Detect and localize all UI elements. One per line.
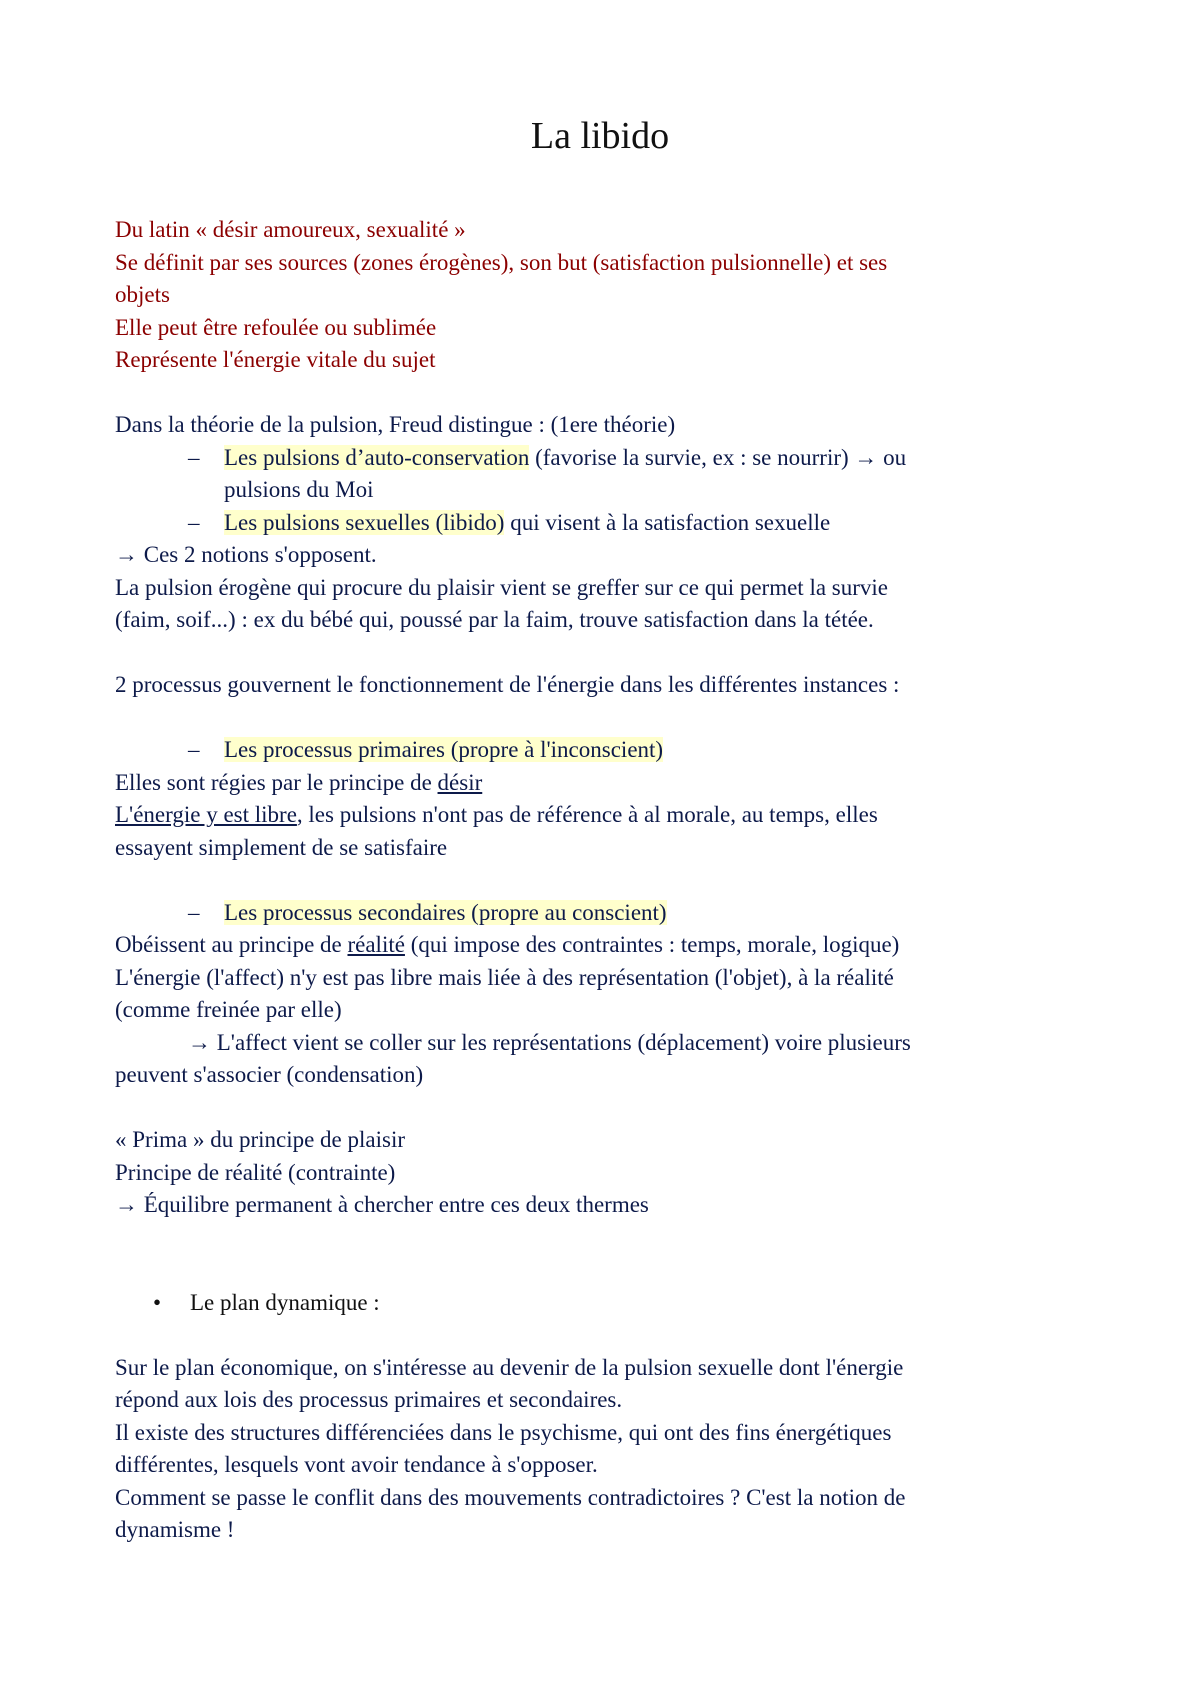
underlined-text: désir (437, 769, 483, 795)
intro-line: Elle peut être refoulée ou sublimée (115, 314, 437, 340)
processes-intro: 2 processus gouvernent le fonctionnement de l'énergie dans les différentes instances : (115, 672, 900, 697)
spacer (115, 1092, 1105, 1125)
summary-line: « Prima » du principe de plaisir (115, 1127, 405, 1152)
highlighted-text: Les pulsions d’auto-conservation (224, 444, 530, 470)
dynamic-line: Il existe des structures différenciées dans le psychisme, qui ont des fins énergétiques (115, 1419, 892, 1445)
secondary-line (115, 929, 1105, 962)
underlined-text: réalité (347, 932, 405, 957)
list-item (115, 897, 1105, 930)
dash-marker: – (188, 509, 200, 535)
dynamic-line: Sur le plan économique, on s'intéresse au devenir de la pulsion sexuelle dont l'énergie (115, 1354, 904, 1380)
bullet-heading-text: Le plan dynamique : (190, 1289, 380, 1315)
secondary-line: peuvent s'associer (condensation) (115, 1062, 424, 1087)
highlighted-text: Les processus secondaires (propre au conscient) (224, 899, 667, 925)
dynamic-line: différentes, lesquels vont avoir tendance à s'opposer. (115, 1452, 598, 1477)
intro-line: Du latin « désir amoureux, sexualité » (115, 217, 466, 242)
dash-marker: – (188, 444, 200, 470)
dash-marker: – (188, 899, 200, 925)
theory-paragraph-line: (faim, soif...) : ex du bébé qui, poussé par la faim, trouve satisfaction dans la tétée. (115, 607, 874, 632)
underlined-text: L'énergie y est libre (115, 802, 297, 827)
bullet-icon: • (153, 1289, 162, 1315)
list-item (115, 734, 1105, 767)
bullet-heading (115, 1287, 1105, 1320)
list-item (115, 507, 1105, 540)
intro-line: objets (115, 282, 170, 307)
theory-conclusion: → Ces 2 notions s'opposent. (115, 542, 377, 567)
intro-line: Représente l'énergie vitale du sujet (115, 347, 436, 372)
list-item (115, 442, 1105, 507)
text: Elles sont régies par le principe de (115, 769, 438, 795)
dynamic-section (115, 1352, 1105, 1547)
spacer (115, 702, 1105, 735)
list-item-continuation: pulsions du Moi (224, 477, 374, 502)
processes-section (115, 669, 1105, 1092)
summary-line: Principe de réalité (contrainte) (115, 1159, 396, 1185)
text: , les pulsions n'ont pas de référence à al morale, au temps, elles (296, 802, 878, 827)
text: (qui impose des contraintes : temps, morale, logique) (404, 932, 900, 957)
summary-line: → Équilibre permanent à chercher entre ces deux thermes (115, 1192, 649, 1217)
dynamic-line: Comment se passe le conflit dans des mouvements contradictoires ? C'est la notion de (115, 1484, 906, 1510)
spacer (115, 1222, 1105, 1255)
highlighted-text: Les pulsions sexuelles (libido) (224, 509, 505, 535)
dash-marker: – (188, 737, 200, 762)
theory-section (115, 409, 1105, 637)
secondary-line-indented: → L'affect vient se coller sur les représentations (déplacement) voire plusieurs (188, 1029, 911, 1055)
spacer (115, 1319, 1105, 1352)
page-title: La libido (530, 115, 670, 157)
highlighted-text: Les processus primaires (propre à l'inconscient) (224, 737, 664, 762)
dynamic-line: dynamisme ! (115, 1517, 235, 1542)
intro-line: Se définit par ses sources (zones érogènes), son but (satisfaction pulsionnelle) et ses (115, 249, 888, 275)
theory-paragraph-line: La pulsion érogène qui procure du plaisir vient se greffer sur ce qui permet la survie (115, 574, 889, 600)
dynamic-line: répond aux lois des processus primaires et secondaires. (115, 1387, 623, 1412)
theory-intro: Dans la théorie de la pulsion, Freud distingue : (1ere théorie) (115, 412, 676, 437)
primary-line (115, 767, 1105, 800)
spacer (115, 864, 1105, 897)
spacer (115, 637, 1105, 670)
list-item-text: qui visent à la satisfaction sexuelle (504, 509, 831, 535)
text: Obéissent au principe de (115, 932, 348, 957)
spacer (115, 377, 1105, 410)
summary-section (115, 1124, 1105, 1222)
primary-line: essayent simplement de se satisfaire (115, 834, 448, 860)
document-body (115, 214, 1105, 1547)
intro-section (115, 214, 1105, 377)
primary-line (115, 799, 1105, 832)
list-item-text: (favorise la survie, ex : se nourrir) → ou (529, 444, 907, 470)
secondary-line: L'énergie (l'affect) n'y est pas libre mais liée à des représentation (l'objet), à la réalité (115, 964, 894, 990)
secondary-line: (comme freinée par elle) (115, 997, 342, 1022)
spacer (115, 1254, 1105, 1287)
